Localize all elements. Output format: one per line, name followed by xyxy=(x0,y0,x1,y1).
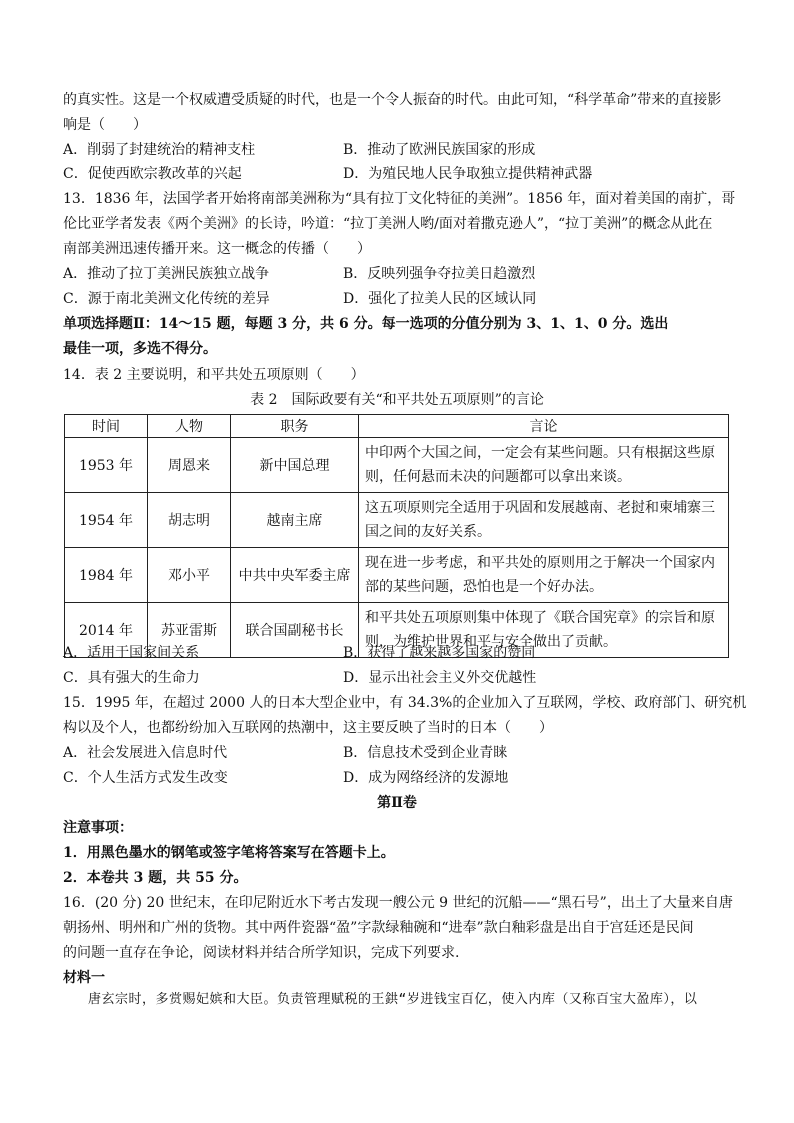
note-item: 2．本卷共 3 题，共 55 分。 xyxy=(63,870,248,886)
material-title: 材料一 xyxy=(63,970,105,986)
table-cell-year: 1984 年 xyxy=(65,548,148,603)
question-16-line: 16．(20 分) 20 世纪末，在印尼附近水下考古发现一艘公元 9 世纪的沉船——“黑石号”，出土了大量来自唐 xyxy=(63,895,733,911)
table-cell-year: 1953 年 xyxy=(65,438,148,493)
option-d: D．强化了拉美人民的区域认同 xyxy=(343,291,537,307)
table-cell-title: 联合国副秘书长 xyxy=(231,603,359,658)
section-heading: 单项选择题Ⅱ：14～15 题，每题 3 分，共 6 分。每一选项的分值分别为 3、1、1、0 分。选出 xyxy=(63,316,669,332)
option-b: B．推动了欧洲民族国家的形成 xyxy=(343,142,536,158)
option-d: D．为殖民地人民争取独立提供精神武器 xyxy=(343,166,593,182)
material-text: 唐玄宗时，多赏赐妃嫔和大臣。负责管理赋税的王鉷“岁进钱宝百亿，使入内库（又称百宝大盈库），以 xyxy=(88,992,698,1007)
option-b: B．获得了越来越多国家的赞同 xyxy=(343,645,536,661)
option-c: C．个人生活方式发生改变 xyxy=(63,770,228,786)
table-cell-quote: 和平共处五项原则集中体现了《联合国宪章》的宗旨和原则，为维护世界和平与安全做出了贡献。 xyxy=(359,603,729,658)
question-13-line: 13．1836 年，法国学者开始将南部美洲称为“具有拉丁文化特征的美洲”。1856 年，面对着美国的南扩，哥 xyxy=(63,191,736,207)
table-cell-quote: 中印两个大国之间，一定会有某些问题。只有根据这些原则，任何悬而未决的问题都可以拿出来谈。 xyxy=(359,438,729,493)
note-item: 1．用黑色墨水的钢笔或签字笔将答案写在答题卡上。 xyxy=(63,845,395,861)
table-cell-year: 1954 年 xyxy=(65,493,148,548)
table-cell-quote: 这五项原则完全适用于巩固和发展越南、老挝和柬埔寨三国之间的友好关系。 xyxy=(359,493,729,548)
table-header: 言论 xyxy=(359,415,729,438)
table-header-row xyxy=(65,415,729,438)
table-caption: 表 2 国际政要有关“和平共处五项原则”的言论 xyxy=(250,392,544,408)
table-cell-person: 邓小平 xyxy=(148,548,231,603)
table-cell-quote: 现在进一步考虑，和平共处的原则用之于解决一个国家内部的某些问题，恐怕也是一个好办法。 xyxy=(359,548,729,603)
question-13-line: 南部美洲迅速传播开来。这一概念的传播（ ） xyxy=(63,241,371,257)
option-a: A．适用于国家间关系 xyxy=(63,645,200,661)
notes-title: 注意事项： xyxy=(63,820,133,836)
section-heading: 最佳一项，多选不得分。 xyxy=(63,341,217,357)
table-cell-person: 苏亚雷斯 xyxy=(148,603,231,658)
table-cell-title: 新中国总理 xyxy=(231,438,359,493)
table-header: 职务 xyxy=(231,415,359,438)
passage-line: 的真实性。这是一个权威遭受质疑的时代，也是一个令人振奋的时代。由此可知，“科学革命”带来的直接影 xyxy=(63,92,722,108)
table-header: 时间 xyxy=(65,415,148,438)
table-row xyxy=(65,493,729,548)
option-c: C．源于南北美洲文化传统的差异 xyxy=(63,291,270,307)
table-header: 人物 xyxy=(148,415,231,438)
question-15-line: 15．1995 年，在超过 2000 人的日本大型企业中，有 34.3%的企业加入了互联网，学校、政府部门、研究机 xyxy=(63,695,747,711)
option-c: C．促使西欧宗教改革的兴起 xyxy=(63,166,242,182)
option-d: D．显示出社会主义外交优越性 xyxy=(343,670,537,686)
table-cell-year: 2014 年 xyxy=(65,603,148,658)
table-cell-person: 胡志明 xyxy=(148,493,231,548)
table-row xyxy=(65,438,729,493)
table-cell-person: 周恩来 xyxy=(148,438,231,493)
option-c: C．具有强大的生命力 xyxy=(63,670,200,686)
option-d: D．成为网络经济的发源地 xyxy=(343,770,509,786)
question-13-line: 伦比亚学者发表《两个美洲》的长诗，吟道：“拉丁美洲人哟/面对着撒克逊人”，“拉丁美洲”的概念从此在 xyxy=(63,216,713,232)
question-15-line: 构以及个人，也都纷纷加入互联网的热潮中，这主要反映了当时的日本（ ） xyxy=(63,720,553,736)
question-16-line: 朝扬州、明州和广州的货物。其中两件瓷器“盈”字款绿釉碗和“进奉”款白釉彩盘是出自于宫廷还是民间 xyxy=(63,920,694,936)
option-b: B．反映列强争夺拉美日趋激烈 xyxy=(343,266,536,282)
volume-title: 第Ⅱ卷 xyxy=(377,795,417,811)
option-a: A．推动了拉丁美洲民族独立战争 xyxy=(63,266,270,282)
option-b: B．信息技术受到企业青睐 xyxy=(343,745,508,761)
table-row xyxy=(65,548,729,603)
option-a: A．削弱了封建统治的精神支柱 xyxy=(63,142,256,158)
option-a: A．社会发展进入信息时代 xyxy=(63,745,228,761)
passage-line: 响是（ ） xyxy=(63,117,147,133)
table-cell-title: 中共中央军委主席 xyxy=(231,548,359,603)
table-cell-title: 越南主席 xyxy=(231,493,359,548)
question-16-line: 的问题一直存在争论，阅读材料并结合所学知识，完成下列要求. xyxy=(63,945,460,961)
quote-table xyxy=(64,414,729,658)
question-14-stem: 14．表 2 主要说明，和平共处五项原则（ ） xyxy=(63,367,365,383)
